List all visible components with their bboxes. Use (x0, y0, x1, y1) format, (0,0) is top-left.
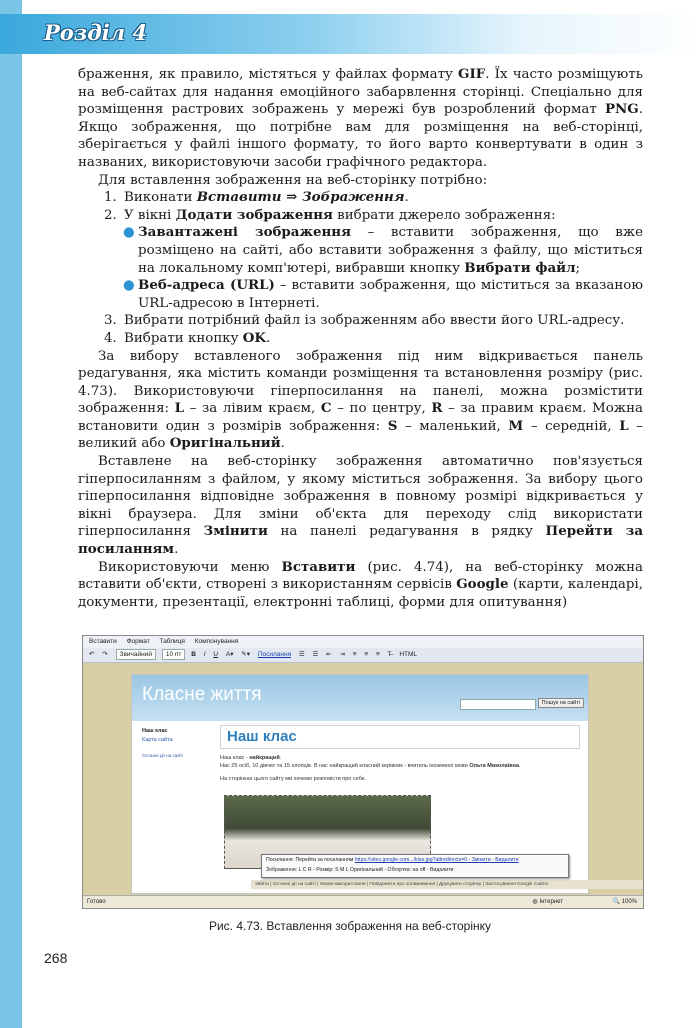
text: Інтернет (539, 899, 563, 905)
text: Веб-адреса (URL) (138, 277, 275, 294)
text: L (619, 417, 629, 434)
status-zone (533, 896, 563, 908)
site-footer: Увійти | Останні дії на сайті | Умови використання | Повідомити про зловживання | Друкувати сторінку | Застосування Google Сайти (251, 880, 644, 889)
main-text (78, 66, 643, 611)
figure-caption (0, 919, 700, 933)
editor-toolbar (83, 648, 643, 663)
undo-icon[interactable]: ↶ (89, 651, 95, 658)
popup-change-link[interactable]: - Змінити - Видалити (467, 857, 519, 863)
text: L (174, 400, 185, 417)
status-text: Готово (87, 899, 106, 905)
bullet-item (78, 277, 643, 312)
text: M (508, 417, 524, 434)
text: Нас 25 осіб, 10 дівчат та 15 хлопців. В нас найкращий класний керівник - вчитель іноземної мови (220, 762, 470, 769)
section-label: Розділ 4 (44, 20, 148, 45)
text: найкращий (249, 755, 280, 761)
text: – за правим краєм. Можна встановити один з розмірів зображення: (78, 401, 643, 434)
text: C (320, 400, 332, 417)
image-edit-panel (261, 854, 569, 878)
text: . (519, 762, 521, 769)
list-item (78, 207, 643, 225)
text: Додати зображення (175, 206, 333, 223)
text: Вставлене на веб-сторінку зображення автоматично пов'язується гіперпосиланням з файлом, у якому міститься зображення. За вибору цього гіперпосилання відповідне зображення в повному розмірі відкривається у вікні браузера. Для зміни об'єкта для переходу слід використати гіперпосилання (78, 454, 643, 540)
menu-item-table[interactable]: Таблиця (159, 638, 185, 645)
text: – за лівим краєм, (184, 401, 321, 417)
popup-url-link[interactable]: https://sites.google.com.../klas.jpg?attredirects=0 (354, 857, 468, 863)
caption-label: Рис. 4.73. (208, 919, 264, 933)
page-heading: Наш клас (220, 725, 580, 749)
bullet-item (78, 224, 643, 277)
browser-statusbar (83, 895, 643, 908)
site-nav-item[interactable]: Карта сайта (142, 737, 173, 743)
bullet-icon: ● (123, 278, 135, 294)
text: Завантажені зображення (138, 224, 352, 241)
html-button[interactable]: HTML (399, 651, 418, 658)
text: (карти, календарі, документи, презентації, електронні таблиці, форми для опитування) (78, 577, 643, 610)
menu-item-format[interactable]: Формат (126, 638, 150, 645)
menu-item-layout[interactable]: Компонування (194, 638, 239, 645)
text: браження, як правило, містяться у файлах формату (78, 67, 459, 82)
text: Вибрати кнопку (124, 330, 243, 346)
text: Ольга Миколаївна (469, 762, 519, 769)
align-right-icon[interactable]: ≡ (375, 651, 380, 658)
text: . (280, 436, 285, 452)
page-text (220, 755, 580, 770)
text: . (174, 542, 179, 558)
text: Вибрати файл (464, 259, 576, 276)
text: Вставити (281, 558, 356, 575)
site-title: Класне життя (142, 684, 262, 705)
list-number: 3. (104, 313, 117, 329)
side-strip (0, 0, 22, 1028)
site-search-button[interactable]: Пошук на сайті (538, 698, 584, 708)
align-center-icon[interactable]: ≡ (364, 651, 369, 658)
text: (рис. 4.74), на веб-сторінку можна вставити об'єкти, створені з використанням сервісів (78, 559, 643, 593)
paragraph (78, 348, 643, 454)
paragraph (78, 453, 643, 559)
page-text: На сторінках цього сайту ми хочемо розповісти про себе. (220, 776, 367, 782)
text: Використовуючи меню (98, 559, 282, 575)
redo-icon[interactable]: ↷ (102, 651, 108, 658)
popup-link-row (266, 855, 568, 865)
text: GIF (458, 66, 486, 82)
underline-icon[interactable]: U (213, 651, 219, 658)
site-nav (142, 727, 214, 760)
text: Перейти за посиланням (78, 523, 644, 558)
text: . (279, 755, 282, 761)
text: . (266, 330, 271, 346)
bullet-list-icon[interactable]: ☰ (312, 651, 319, 658)
text: – маленький, (397, 418, 509, 434)
text: Google (456, 576, 509, 593)
list-number: 4. (104, 330, 117, 346)
text: – великий або (78, 418, 643, 452)
text: . Якщо зображення, що потрібне вам для розміщення на веб-сторінці, зберігається у файлі іншого формату, то його варто конвертувати в один з названих, використовуючи засоби графічного редактора. (78, 102, 643, 170)
outdent-icon[interactable]: ⇥ (339, 651, 345, 658)
text: PNG (604, 101, 639, 118)
numbered-list-icon[interactable]: ☰ (298, 651, 305, 658)
list-number: 2. (104, 207, 117, 223)
menu-item-insert[interactable]: Вставити (89, 638, 117, 645)
site-nav-item[interactable]: Наш клас (142, 728, 168, 734)
site-nav-item[interactable]: Останні дії на сайті (142, 753, 184, 758)
link-button[interactable]: Посилання (257, 651, 292, 658)
zoom-icon: 🔍 (612, 899, 620, 905)
text: . (404, 190, 409, 206)
popup-image-row[interactable]: Зображення: L C R - Розмір: S M L Оригінальний - Обгортка: на off - Видалити (266, 867, 454, 873)
caption-text: Вставлення зображення на веб-сторінку (266, 919, 492, 933)
figure-screenshot (82, 635, 644, 909)
text: вибрати джерело зображення: (332, 207, 556, 223)
style-select[interactable]: Звичайний (116, 649, 157, 660)
text: За вибору вставленого зображення під ним відкривається панель редагування, яка містить команди розміщення та встановлення розміру (рис. 4.73). Використовуючи гіперпосилання на панелі, можна розмістити зображення: (78, 348, 643, 417)
text: У вікні (124, 207, 176, 223)
text: – вставити зображення, що міститься за вказаною URL-адресою в Інтернеті. (138, 278, 643, 311)
italic-icon[interactable]: I (203, 651, 206, 658)
zoom-level[interactable] (612, 896, 637, 908)
text: Наш клас - (220, 755, 250, 761)
text: – середній, (523, 418, 620, 434)
text: R (431, 400, 443, 417)
text: Змінити (203, 523, 268, 540)
text: Посилання: Перейти за посиланням (266, 857, 355, 863)
list-item (78, 189, 643, 207)
page-number: 268 (44, 950, 68, 966)
list-item (78, 330, 643, 348)
text: Виконати (124, 190, 197, 206)
paragraph (78, 66, 643, 172)
site-search-input[interactable] (460, 699, 536, 710)
text: – вставити зображення, що вже розміщено на сайті, або вставити зображення з файлу, що міститься на локальному комп'ютері, вибравши кнопку (138, 225, 643, 276)
text: – по центру, (331, 401, 432, 417)
align-left-icon[interactable]: ≡ (352, 651, 357, 658)
indent-icon[interactable]: ⇤ (326, 651, 332, 658)
list-number: 1. (104, 190, 117, 206)
text: на панелі редагування в рядку (267, 524, 546, 540)
text: ; (575, 260, 581, 276)
font-size-select[interactable]: 10 пт (162, 649, 186, 660)
text: S (387, 417, 398, 434)
bold-icon[interactable]: B (191, 651, 196, 658)
text: 100% (621, 899, 637, 905)
menu-path: Вставити ⇒ Зображення (196, 189, 405, 206)
editor-menubar (83, 636, 643, 648)
paragraph: Для вставлення зображення на веб-сторінку потрібно: (98, 172, 488, 188)
bullet-icon: ● (123, 225, 135, 241)
text: . Їх часто розміщують на веб-сайтах для надання емоційного забарвлення сторінці. Спеціально для розміщення растрових зображень у мережі був розроблений формат (78, 67, 643, 118)
highlight-icon[interactable]: ✎▾ (241, 651, 250, 658)
list-item (78, 312, 643, 330)
globe-icon: ◍ (532, 899, 538, 905)
text-color-icon[interactable]: A▾ (225, 651, 234, 658)
text: Вибрати потрібний файл із зображенням або ввести його URL-адресу. (124, 313, 625, 329)
paragraph (78, 559, 643, 612)
site-header (132, 675, 588, 721)
text: Оригінальний (169, 435, 281, 452)
clear-format-icon[interactable]: T̶ (387, 651, 392, 658)
text: OK (242, 329, 267, 346)
